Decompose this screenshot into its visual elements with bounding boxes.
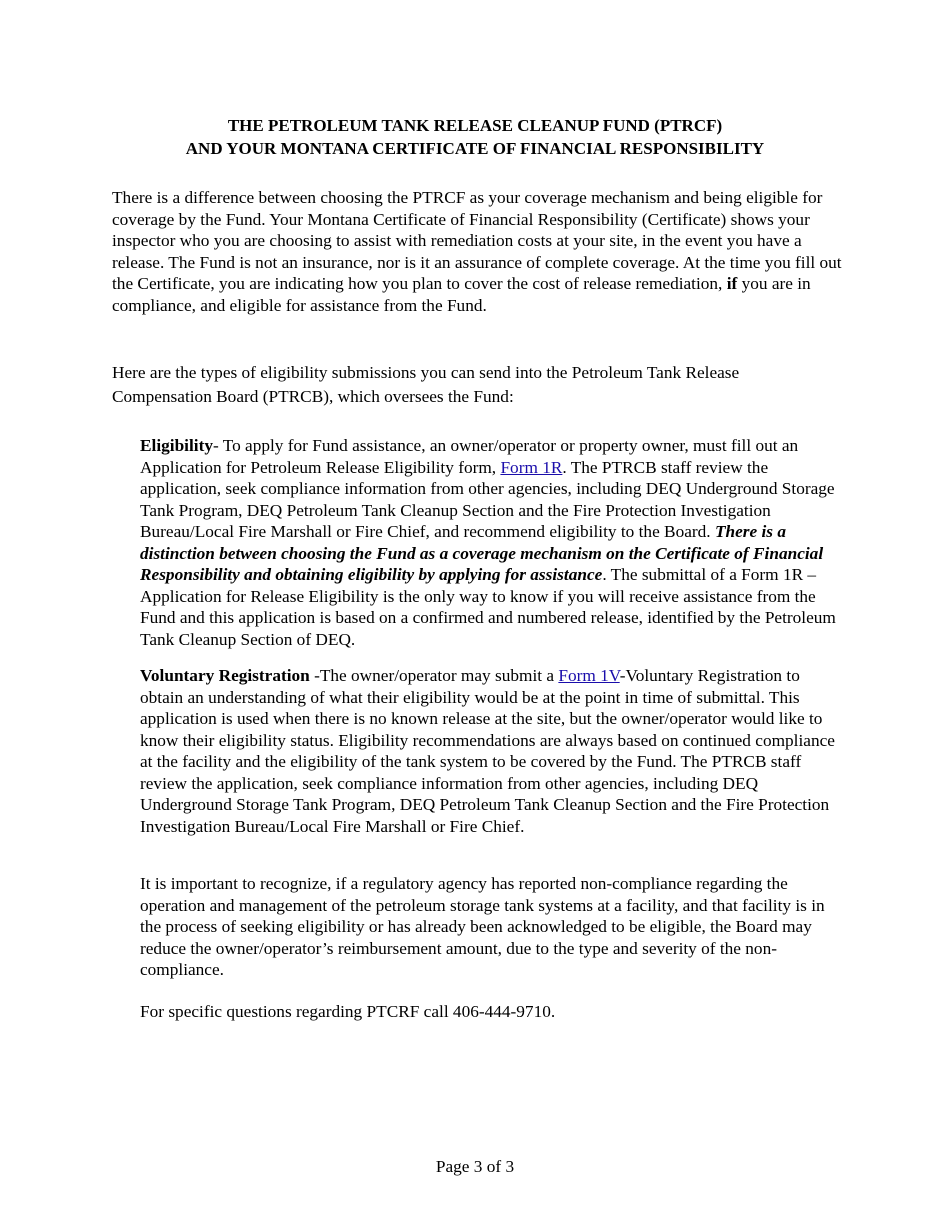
intro-text-b: you are in compliance, and eligible for assistance from the Fund. [112,274,811,315]
eligibility-paragraph [140,435,842,650]
eligibility-text-c: . The submittal of a Form 1R – Application for Release Eligibility is the only way to know if you will receive assistance from the Fund and this application is based on a confirmed and numbered release, identified by the Petroleum Tank Cleanup Section of DEQ. [140,565,836,649]
title-line-2: AND YOUR MONTANA CERTIFICATE OF FINANCIAL RESPONSIBILITY [185,139,765,158]
eligibility-heading: Eligibility [140,436,213,455]
intro-bold-if: if [726,274,738,293]
important-paragraph: It is important to recognize, if a regulatory agency has reported non-compliance regarding the operation and management of the petroleum storage tank systems at a facility, and that facility is in the process of seeking eligibility or has already been acknowledged to be eligible, the Board may reduce the owner/operator’s reimbursement amount, due to the type and severity of the non-compliance. [140,874,825,979]
voluntary-text-a: -The owner/operator may submit a [309,666,559,685]
form-1r-link[interactable]: Form 1R [500,457,563,477]
intro-text-a: There is a difference between choosing the PTRCF as your coverage mechanism and being eligible for coverage by the Fund. Your Montana Certificate of Financial Responsibility (Certificate) shows your inspector who you are choosing to assist with remediation costs at your site, in the event you have a release. The Fund is not an insurance, nor is it an assurance of complete coverage. At the time you fill out the Certificate, you are indicating how you plan to cover the cost of release remediation, [112,188,842,293]
document-title [0,114,950,160]
form-1v-link[interactable]: Form 1V [558,666,620,685]
voluntary-registration-paragraph [140,665,842,837]
contact-paragraph: For specific questions regarding PTCRF call 406-444-9710. [140,1002,556,1021]
page-number: Page 3 of 3 [435,1157,515,1176]
voluntary-text-b: -Voluntary Registration to obtain an understanding of what their eligibility would be at the point in time of submittal. This application is used when there is no known release at the site, but the owner/operator would like to know their eligibility status. Eligibility recommendations are always based on continued compliance at the facility and the eligibility of the tank system to be covered by the Fund. The PTRCB staff review the application, seek compliance information from other agencies, including DEQ Underground Storage Tank Program, DEQ Petroleum Tank Cleanup Section and the Fire Protection Investigation Bureau/Local Fire Marshall or Fire Chief. [140,666,835,836]
eligibility-emphasis: There is a distinction between choosing the Fund as a coverage mechanism on the Certificate of Financial Responsibility and obtaining eligibility by applying for assistance [140,522,824,584]
eligibility-text-b: . The PTRCB staff review the application, seek compliance information from other agencies, including DEQ Underground Storage Tank Program, DEQ Petroleum Tank Cleanup Section and the Fire Protection Investigation Bureau/Local Fire Marshall or Fire Chief, and recommend eligibility to the Board. [140,457,835,541]
intro-paragraph [112,187,842,316]
voluntary-heading: Voluntary Registration [140,666,310,685]
types-intro-paragraph: Here are the types of eligibility submissions you can send into the Petroleum Tank Release Compensation Board (PTRCB), which oversees the Fund: [112,363,740,406]
eligibility-text-a: - To apply for Fund assistance, an owner/operator or property owner, must fill out an Application for Petroleum Release Eligibility form, [140,436,799,477]
title-line-1: THE PETROLEUM TANK RELEASE CLEANUP FUND (PTRCF) [227,116,723,135]
